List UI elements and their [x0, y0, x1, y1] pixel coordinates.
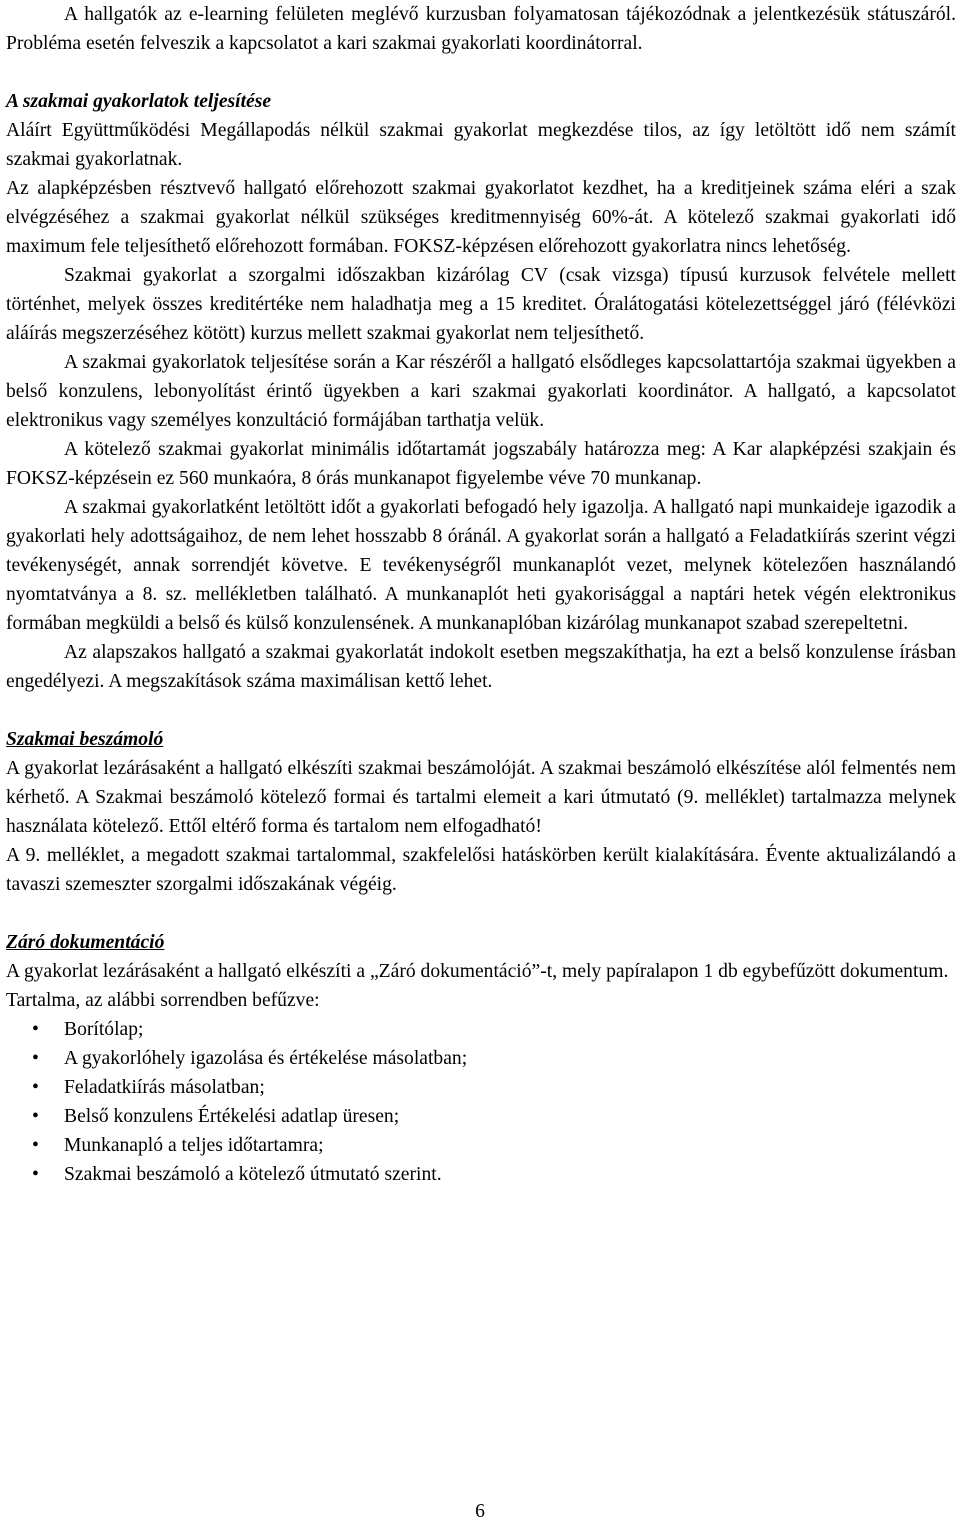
list-item	[6, 1102, 956, 1131]
list-item-text: Feladatkiírás másolatban;	[64, 1077, 265, 1098]
spacer	[6, 899, 956, 928]
spacer	[6, 696, 956, 725]
paragraph: A 9. melléklet, a megadott szakmai tartalommal, szakfelelősi hatáskörben került kialakítására. Évente aktualizálandó a tavaszi szemeszter szorgalmi időszakának végéig.	[6, 845, 956, 895]
paragraph: Aláírt Együttműködési Megállapodás nélkül szakmai gyakorlat megkezdése tilos, az így letöltött idő nem számít szakmai gyakorlatnak.	[6, 120, 956, 170]
list-item-text: Borítólap;	[64, 1019, 144, 1040]
paragraph: Tartalma, az alábbi sorrendben befűzve:	[6, 990, 320, 1011]
paragraph: A kötelező szakmai gyakorlat minimális időtartamát jogszabály határozza meg: A Kar alapképzési szakjain és FOKSZ-képzésein ez 560 munkaóra, 8 órás munkanapot figyelembe véve 70 munkanap.	[6, 439, 956, 489]
bullet-icon: •	[32, 1106, 39, 1127]
bullet-icon: •	[32, 1019, 39, 1040]
list-item-text: Munkanapló a teljes időtartamra;	[64, 1135, 324, 1156]
contents-list	[6, 1015, 956, 1189]
paragraph: Az alapszakos hallgató a szakmai gyakorlatát indokolt esetben megszakíthatja, ha ezt a belső konzulense írásban engedélyezi. A megszakítások száma maximálisan kettő lehet.	[6, 642, 956, 692]
list-item	[6, 1044, 956, 1073]
document-page	[6, 0, 956, 1189]
bullet-icon: •	[32, 1048, 39, 1069]
list-item-text: Szakmai beszámoló a kötelező útmutató szerint.	[64, 1164, 442, 1185]
paragraph: A gyakorlat lezárásaként a hallgató elkészíti a „Záró dokumentáció”-t, mely papíralapon 1 db egybefűzött dokumentum.	[6, 961, 949, 982]
intro-paragraph: A hallgatók az e-learning felületen meglévő kurzusban folyamatosan tájékozódnak a jelentkezésük státuszáról. Probléma esetén felveszik a kapcsolatot a kari szakmai gyakorlati koordinátorral.	[6, 4, 956, 54]
paragraph: A szakmai gyakorlatok teljesítése során a Kar részéről a hallgató elsődleges kapcsolattartója szakmai ügyekben a belső konzulens, lebonyolítást érintő ügyekben a kari szakmai gyakorlati koordinátor. A hallgató, a kapcsolatot elektronikus vagy személyes konzultáció formájában tarthatja velük.	[6, 352, 956, 431]
bullet-icon: •	[32, 1135, 39, 1156]
bullet-icon: •	[32, 1164, 39, 1185]
paragraph: Szakmai gyakorlat a szorgalmi időszakban kizárólag CV (csak vizsga) típusú kurzusok felvétele mellett történhet, melyek összes kreditértéke nem haladhatja meg a 15 kreditet. Óralátogatási kötelezettséggel járó (félévközi aláírás megszerzéséhez kötött) kurzus mellett szakmai gyakorlat nem teljesíthető.	[6, 265, 956, 344]
paragraph: Az alapképzésben résztvevő hallgató előrehozott szakmai gyakorlatot kezdhet, ha a kreditjeinek száma eléri a szak elvégzéséhez a szakmai gyakorlat nélkül szükséges kreditmennyiség 60%-át. A kötelező szakmai gyakorlati idő maximum fele teljesíthető előrehozott formában. FOKSZ-képzésen előrehozott gyakorlatra nincs lehetőség.	[6, 178, 956, 257]
list-item	[6, 1131, 956, 1160]
page-number: 6	[475, 1501, 485, 1522]
spacer	[6, 58, 956, 87]
paragraph: A gyakorlat lezárásaként a hallgató elkészíti szakmai beszámolóját. A szakmai beszámoló elkészítése alól felmentés nem kérhető. A Szakmai beszámoló kötelező formai és tartalmi elemeit a kari útmutató (9. melléklet) tartalmazza melynek használata kötelező. Ettől eltérő forma és tartalom nem elfogadható!	[6, 758, 956, 837]
section-heading-final-documentation: Záró dokumentáció	[6, 932, 165, 953]
list-item-text: Belső konzulens Értékelési adatlap üresen;	[64, 1106, 400, 1127]
paragraph: A szakmai gyakorlatként letöltött időt a gyakorlati befogadó hely igazolja. A hallgató napi munkaideje igazodik a gyakorlati hely adottságaihoz, de nem lehet hosszabb 8 óránál. A gyakorlat során a hallgató a Feladatkiírás szerint végzi tevékenységét, annak sorrendjét követve. E tevékenységről munkanaplót vezet, melynek kötelezően használandó nyomtatványa a 8. sz. mellékletben található. A munkanaplót heti gyakorisággal a naptári hetek végén elektronikus formában megküldi a belső és külső konzulensének. A munkanaplóban kizárólag munkanapot szabad szerepeltetni.	[6, 497, 956, 634]
list-item-text: A gyakorlóhely igazolása és értékelése másolatban;	[64, 1048, 468, 1069]
list-item	[6, 1160, 956, 1189]
list-item	[6, 1073, 956, 1102]
bullet-icon: •	[32, 1077, 39, 1098]
section-heading-report: Szakmai beszámoló	[6, 729, 164, 750]
list-item	[6, 1015, 956, 1044]
section-heading-completion: A szakmai gyakorlatok teljesítése	[6, 91, 272, 112]
